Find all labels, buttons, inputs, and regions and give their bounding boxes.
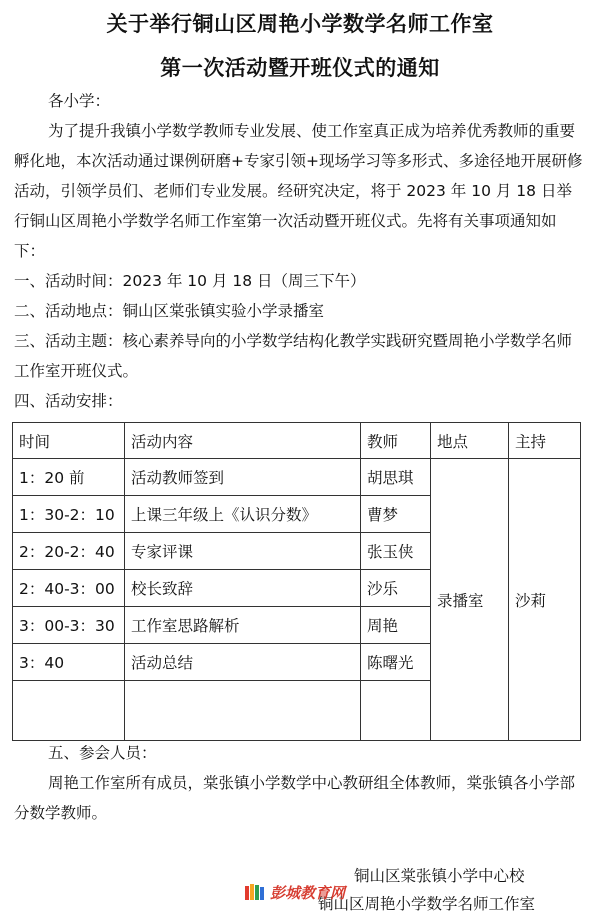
cell-teacher: 张玉侠 [361,533,431,570]
schedule-table [12,422,581,741]
participants-paragraph: 周艳工作室所有成员，棠张镇小学数学中心教研组全体教师，棠张镇各小学部分数学教师。 [14,774,576,822]
cell-content: 上课三年级上《认识分数》 [125,496,361,533]
cell-teacher: 周艳 [361,607,431,644]
cell-content: 校长致辞 [125,570,361,607]
header-location: 地点 [431,423,509,459]
table-row [13,459,581,496]
activity-schedule-heading: 四、活动安排： [14,392,123,410]
cell-time: 3：40 [13,644,125,681]
signature-studio: 铜山区周艳小学数学名师工作室 [318,895,536,913]
watermark-text: 彭城教育网 [270,883,346,902]
book-logo-icon [244,882,266,902]
cell-empty [125,681,361,741]
signature-school: 铜山区棠张镇小学中心校 [354,867,525,885]
document-title-line1: 关于举行铜山区周艳小学数学名师工作室 [106,12,494,36]
cell-teacher: 沙乐 [361,570,431,607]
cell-time: 1：20 前 [13,459,125,496]
header-host: 主持 [509,423,581,459]
cell-time: 3：00-3：30 [13,607,125,644]
cell-time: 2：40-3：00 [13,570,125,607]
watermark-logo [244,881,345,903]
cell-empty [13,681,125,741]
cell-content: 工作室思路解析 [125,607,361,644]
header-teacher: 教师 [361,423,431,459]
activity-theme: 三、活动主题：核心素养导向的小学数学结构化教学实践研究暨周艳小学数学名师工作室开班仪式。 [14,332,573,380]
document-title-line2: 第一次活动暨开班仪式的通知 [160,56,440,80]
activity-time: 一、活动时间：2023 年 10 月 18 日（周三下午） [14,272,366,290]
cell-host: 沙莉 [509,459,581,741]
cell-location: 录播室 [431,459,509,741]
cell-content: 活动教师签到 [125,459,361,496]
cell-teacher: 曹梦 [361,496,431,533]
table-header-row [13,423,581,459]
cell-time: 2：20-2：40 [13,533,125,570]
cell-content: 专家评课 [125,533,361,570]
salutation: 各小学： [48,92,111,110]
cell-empty [361,681,431,741]
participants-heading: 五、参会人员： [48,744,157,762]
header-time: 时间 [13,423,125,459]
intro-paragraph: 为了提升我镇小学数学教师专业发展、使工作室真正成为培养优秀教师的重要孵化地，本次活动通过课例研磨+专家引领+现场学习等多形式、多途径地开展研修活动，引领学员们、老师们专业发展。经研究决定，将于 2023 年 10 月 18 日举行铜山区周艳小学数学名师工作室第一次活动暨开班仪式。先将有关事项通知如下： [14,122,583,260]
cell-teacher: 陈曙光 [361,644,431,681]
cell-teacher: 胡思琪 [361,459,431,496]
header-content: 活动内容 [125,423,361,459]
cell-time: 1：30-2：10 [13,496,125,533]
cell-content: 活动总结 [125,644,361,681]
activity-location: 二、活动地点：铜山区棠张镇实验小学录播室 [14,302,325,320]
